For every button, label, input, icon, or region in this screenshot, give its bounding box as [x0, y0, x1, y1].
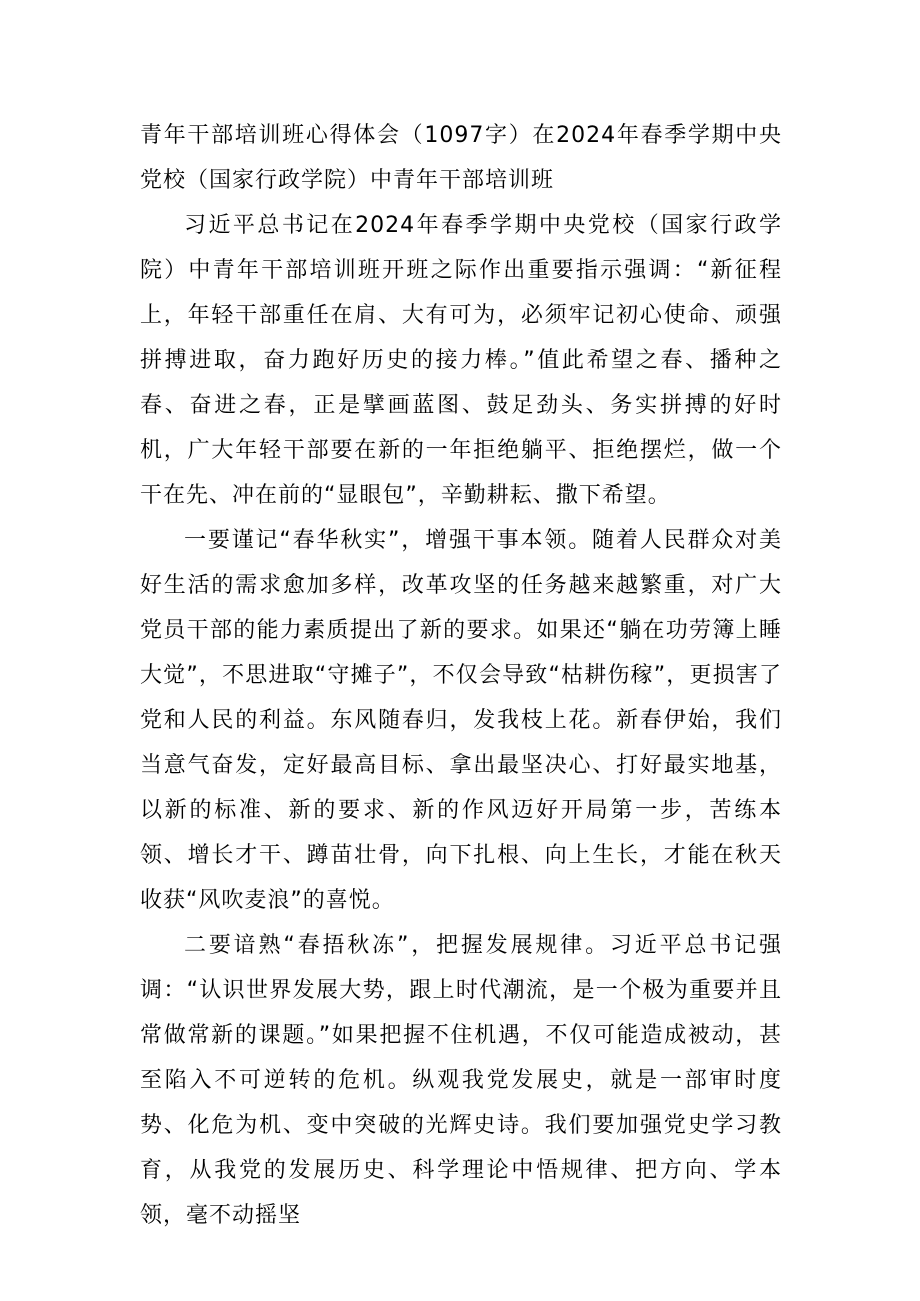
paragraph-intro: 习近平总书记在2024年春季学期中央党校（国家行政学院）中青年干部培训班开班之际作出重要指示强调：“新征程上，年轻干部重任在肩、大有可为，必须牢记初心使命、顽强拼搏进取，奋力跑好历史的接力棒。”值此希望之春、播种之春、奋进之春，正是擘画蓝图、鼓足劲头、务实拼搏的好时机，广大年轻干部要在新的一年拒绝躺平、拒绝摆烂，做一个干在先、冲在前的“显眼包”，辛勤耕耘、撒下希望。: [140, 213, 782, 508]
document-body: [140, 113, 782, 1238]
paragraph-point-two: 二要谙熟“春捂秋冻”，把握发展规律。习近平总书记强调：“认识世界发展大势，跟上时代潮流，是一个极为重要并且常做常新的课题。”如果把握不住机遇，不仅可能造成被动，甚至陷入不可逆转的危机。纵观我党发展史，就是一部审时度势、化危为机、变中突破的光辉史诗。我们要加强党史学习教育，从我党的发展历史、科学理论中悟规律、把方向、学本领，毫不动摇坚: [140, 933, 782, 1228]
paragraph-point-one: 一要谨记“春华秋实”，增强干事本领。随着人民群众对美好生活的需求愈加多样，改革攻坚的任务越来越繁重，对广大党员干部的能力素质提出了新的要求。如果还“躺在功劳簿上睡大觉”，不思进取“守摊子”，不仅会导致“枯耕伤稼”，更损害了党和人民的利益。东风随春归，发我枝上花。新春伊始，我们当意气奋发，定好最高目标、拿出最坚决心、打好最实地基，以新的标准、新的要求、新的作风迈好开局第一步，苦练本领、增长才干、蹲苗壮骨，向下扎根、向上生长，才能在秋天收获“风吹麦浪”的喜悦。: [140, 528, 782, 913]
document-title: 青年干部培训班心得体会（1097字）在2024年春季学期中央党校（国家行政学院）中青年干部培训班: [140, 123, 782, 193]
